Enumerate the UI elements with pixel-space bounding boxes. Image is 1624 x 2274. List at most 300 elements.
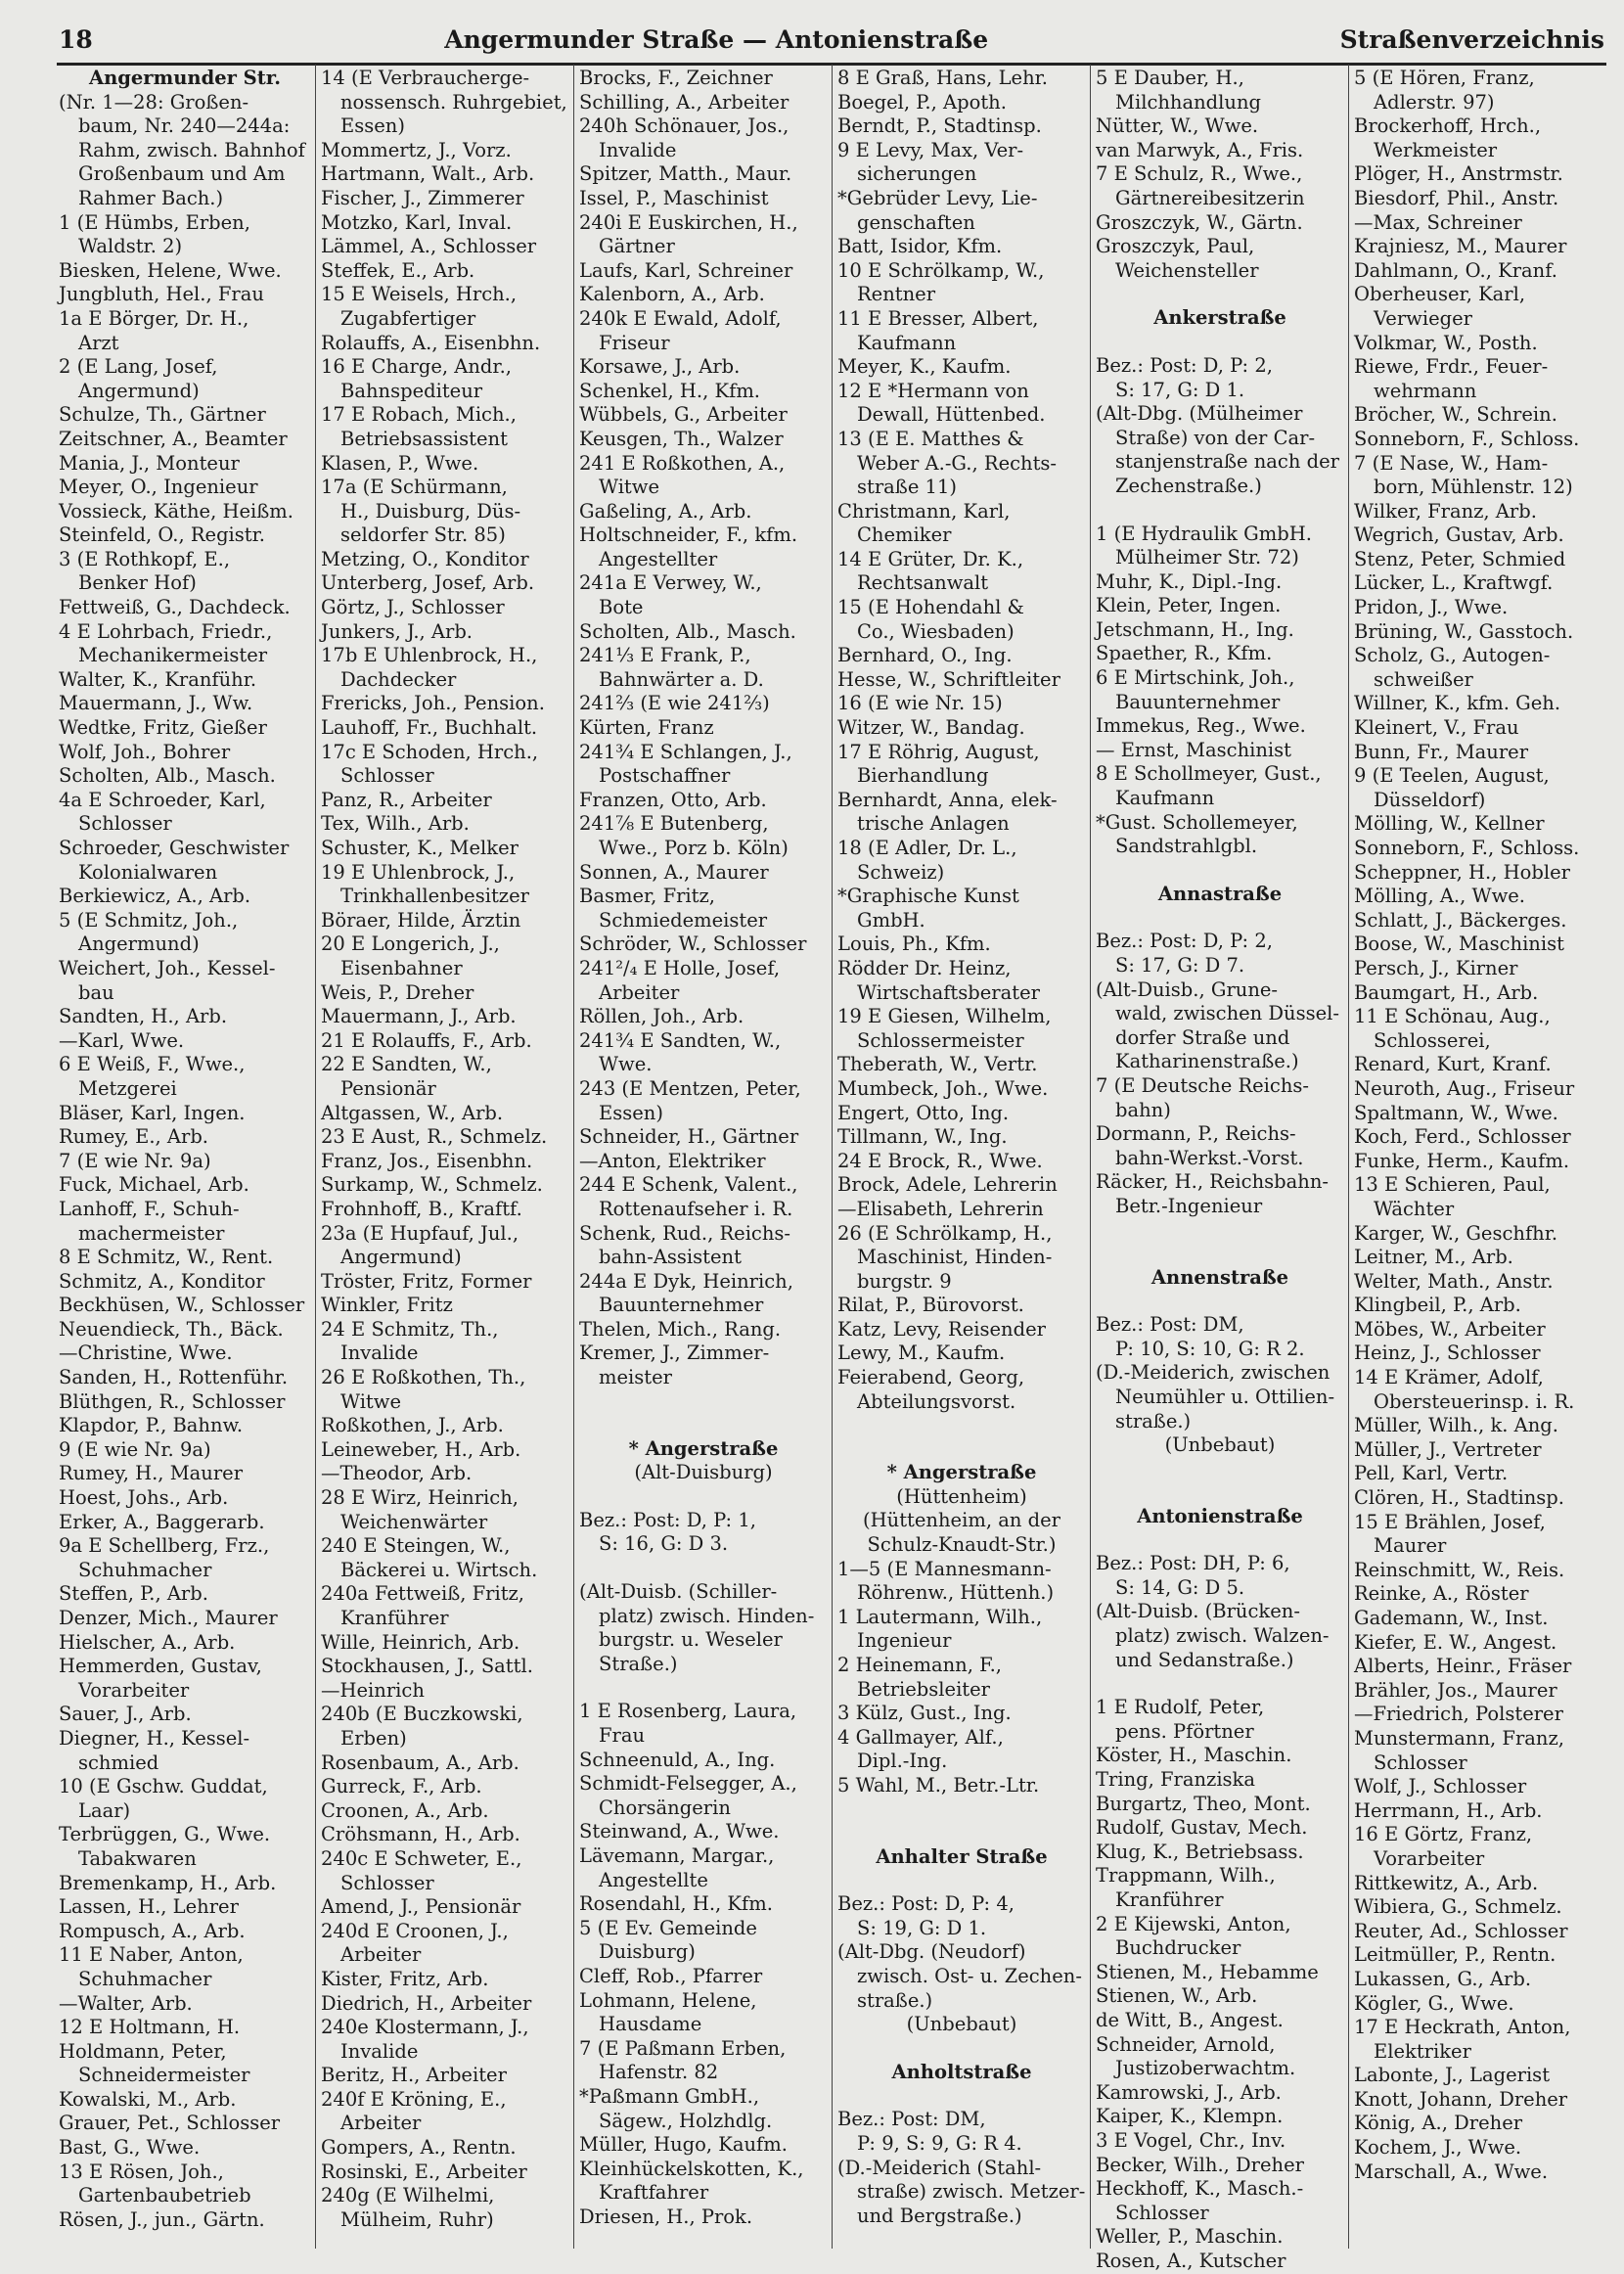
directory-line: 11 E Schönau, Aug., — [1354, 1005, 1551, 1028]
directory-line: Munstermann, Franz, — [1354, 1726, 1564, 1750]
directory-line: Arbeiter — [599, 980, 680, 1004]
directory-line: Witzer, W., Bandag. — [837, 716, 1025, 740]
directory-line: Schweiz) — [857, 860, 945, 884]
street-heading: Annastraße — [1157, 882, 1283, 905]
directory-line: Möbes, W., Arbeiter — [1354, 1317, 1546, 1341]
directory-line: meister — [599, 1366, 672, 1389]
directory-line: Angestellte — [599, 1868, 708, 1891]
directory-line: Gompers, A., Rentn. — [321, 2136, 517, 2160]
directory-line: 15 E Weisels, Hrch., — [321, 283, 518, 306]
directory-line: 8 E Schollmeyer, Gust., — [1096, 762, 1322, 786]
directory-line: 240c E Schweter, E., — [321, 1846, 522, 1870]
directory-line: Bunn, Fr., Maurer — [1354, 740, 1529, 763]
directory-line: Essen) — [599, 1101, 663, 1124]
directory-line: Schröder, W., Schlosser — [579, 932, 807, 956]
directory-line: Heckhoff, K., Masch.- — [1096, 2177, 1304, 2201]
directory-line: Plöger, H., Anstrmstr. — [1354, 162, 1563, 186]
directory-line: S: 17, G: D 1. — [1115, 378, 1245, 401]
directory-line: Co., Wiesbaden) — [857, 619, 1015, 643]
directory-line: 26 E Roßkothen, Th., — [321, 1366, 526, 1389]
directory-line: 4 E Lohrbach, Friedr., — [59, 619, 273, 643]
directory-line: straße.) — [1115, 1409, 1192, 1433]
directory-line: Hesse, W., Schriftleiter — [837, 667, 1060, 691]
street-heading: * Angerstraße — [628, 1436, 779, 1460]
directory-line: 16 E Charge, Andr., — [321, 355, 512, 379]
directory-line: Brocks, F., Zeichner — [579, 67, 773, 89]
directory-line: 244 E Schenk, Valent., — [579, 1173, 798, 1197]
directory-line: Theberath, W., Vertr. — [837, 1053, 1038, 1076]
directory-line: straße) zwisch. Metzer- — [857, 2180, 1086, 2204]
directory-line: Räcker, H., Reichsbahn- — [1096, 1170, 1329, 1194]
directory-line: Weichenwärter — [340, 1510, 488, 1533]
directory-line: Witwe — [340, 1389, 402, 1413]
spacer — [1096, 283, 1344, 306]
directory-line: Rittkewitz, A., Arb. — [1354, 1871, 1539, 1894]
directory-line: Koch, Ferd., Schlosser — [1354, 1125, 1571, 1149]
directory-line: Surkamp, W., Schmelz. — [321, 1173, 543, 1197]
directory-line: Kaufmann — [857, 331, 957, 354]
directory-line: Muhr, K., Dipl.-Ing. — [1096, 569, 1283, 593]
directory-line: Wächter — [1374, 1197, 1455, 1220]
directory-line: Schenk, Rud., Reichs- — [579, 1221, 791, 1245]
directory-line: Vorarbeiter — [1374, 1846, 1485, 1870]
directory-line: Meyer, K., Kaufm. — [837, 355, 1012, 379]
directory-line: (Alt-Duisb., Grune- — [1096, 978, 1279, 1001]
directory-line: Scholten, Alb., Masch. — [59, 764, 276, 788]
directory-line: Frohnhoff, B., Kraftf. — [321, 1197, 522, 1220]
directory-line: 5 (E Ev. Gemeinde — [579, 1916, 757, 1939]
directory-line: Klein, Peter, Ingen. — [1096, 594, 1282, 617]
directory-line: Steffek, E., Arb. — [321, 258, 475, 282]
directory-line: 16 E Görtz, Franz, — [1354, 1823, 1533, 1846]
directory-line: Schmidt-Felsegger, A., — [579, 1772, 797, 1796]
street-heading: Antonienstraße — [1137, 1504, 1303, 1527]
directory-line: 17b E Uhlenbrock, H., — [321, 644, 538, 667]
directory-line: 17 E Heckrath, Anton, — [1354, 2016, 1571, 2039]
directory-line: Schneidermeister — [78, 2064, 250, 2087]
spacer — [1096, 1290, 1344, 1313]
directory-line: 240a Fettweiß, Fritz, — [321, 1582, 525, 1606]
directory-line: Trappmann, Wilh., — [1096, 1864, 1276, 1887]
directory-line: Tex, Wilh., Arb. — [321, 812, 470, 836]
spacer — [837, 2037, 1086, 2061]
directory-line: Rilat, P., Bürovorst. — [837, 1294, 1024, 1317]
directory-line: Schulz-Knaudt-Str.) — [867, 1533, 1057, 1557]
directory-line: Zugabfertiger — [340, 306, 476, 330]
directory-line: Junkers, J., Arb. — [321, 619, 474, 643]
directory-line: 1 E Rosenberg, Laura, — [579, 1700, 797, 1723]
directory-line: —Anton, Elektriker — [579, 1149, 766, 1172]
directory-line: 1—5 (E Mannesmann- — [837, 1557, 1052, 1580]
directory-line: Schlossermeister — [857, 1028, 1024, 1052]
directory-line: Wegrich, Gustav, Arb. — [1354, 523, 1564, 547]
directory-line: Schneenuld, A., Ing. — [579, 1748, 776, 1771]
directory-line: Mölling, A., Wwe. — [1354, 885, 1526, 908]
directory-line: bau — [78, 980, 114, 1004]
directory-line: Rudolf, Gustav, Mech. — [1096, 1816, 1308, 1840]
directory-line: 17c E Schoden, Hrch., — [321, 740, 539, 763]
directory-line: Immekus, Reg., Wwe. — [1096, 714, 1306, 738]
directory-line: Panz, R., Arbeiter — [321, 788, 492, 811]
directory-line: Beritz, H., Arbeiter — [321, 2064, 507, 2087]
directory-line: (Unbebaut) — [906, 2013, 1017, 2036]
directory-line: 14 E Krämer, Adolf, — [1354, 1366, 1544, 1389]
directory-line: 241²/₄ E Holle, Josef, — [579, 956, 781, 979]
directory-line: 9 (E wie Nr. 9a) — [59, 1437, 211, 1461]
directory-line: Mölling, W., Kellner — [1354, 812, 1545, 836]
directory-line: Klapdor, P., Bahnw. — [59, 1414, 244, 1437]
directory-line: Renard, Kurt, Kranf. — [1354, 1053, 1552, 1076]
directory-line: König, A., Dreher — [1354, 2112, 1523, 2135]
directory-line: Bahnspediteur — [340, 379, 483, 402]
directory-line: Kamrowski, J., Arb. — [1096, 2080, 1282, 2104]
directory-line: Angestellter — [599, 547, 718, 570]
directory-line: Reinke, A., Röster — [1354, 1582, 1529, 1606]
directory-line: Feierabend, Georg, — [837, 1366, 1025, 1389]
directory-line: Klug, K., Betriebsass. — [1096, 1840, 1304, 1863]
directory-line: Reuter, Ad., Schlosser — [1354, 1919, 1568, 1942]
street-heading: * Angerstraße — [886, 1461, 1037, 1484]
directory-line: Rompusch, A., Arb. — [59, 1919, 246, 1942]
directory-line: 16 (E wie Nr. 15) — [837, 692, 1003, 715]
directory-line: Dahlmann, O., Kranf. — [1354, 258, 1557, 282]
directory-line: Schlosser — [340, 764, 434, 788]
directory-line: van Marwyk, A., Fris. — [1096, 138, 1304, 161]
directory-line: Driesen, H., Prok. — [579, 2205, 753, 2228]
directory-line: 240g (E Wilhelmi, — [321, 2184, 495, 2207]
spacer — [1096, 1672, 1344, 1696]
directory-line: Wolf, Joh., Bohrer — [59, 740, 231, 763]
directory-line: (Unbebaut) — [1164, 1433, 1276, 1457]
directory-line: 240k E Ewald, Adolf, — [579, 306, 782, 330]
directory-line: Chorsängerin — [599, 1796, 731, 1819]
directory-line: Bernhardt, Anna, elek- — [837, 788, 1058, 811]
directory-line: Katz, Levy, Reisender — [837, 1317, 1046, 1341]
directory-line: Basmer, Fritz, — [579, 885, 715, 908]
directory-line: (Alt-Duisb. (Schiller- — [579, 1580, 778, 1604]
directory-line: Maschinist, Hinden- — [857, 1246, 1053, 1269]
directory-line: Beckhüsen, W., Schlosser — [59, 1294, 305, 1317]
directory-line: Christmann, Karl, — [837, 499, 1011, 523]
directory-line: burgstr. 9 — [857, 1269, 952, 1293]
directory-line: 244a E Dyk, Heinrich, — [579, 1269, 793, 1293]
directory-line: Lukassen, G., Arb. — [1354, 1967, 1532, 1990]
directory-line: straße 11) — [857, 476, 957, 499]
directory-line: 13 (E E. Matthes & — [837, 427, 1024, 450]
directory-line: Bäckerei u. Wirtsch. — [340, 1558, 538, 1581]
directory-line: 4 Gallmayer, Alf., — [837, 1725, 1004, 1749]
directory-line: 23 E Aust, R., Schmelz. — [321, 1125, 548, 1149]
directory-line: 26 (E Schrölkamp, H., — [837, 1221, 1053, 1245]
directory-line: 9 (E Teelen, August, — [1354, 764, 1550, 788]
section-title: Straßenverzeichnis — [1339, 25, 1604, 54]
directory-line: 1 Lautermann, Wilh., — [837, 1605, 1043, 1628]
directory-line: GmbH. — [857, 908, 925, 932]
directory-line: Amend, J., Pensionär — [321, 1895, 521, 1919]
directory-line: Zechenstraße.) — [1115, 474, 1262, 497]
directory-line: Bez.: Post: D, P: 4, — [837, 1892, 1015, 1916]
directory-line: Kiefer, E. W., Angest. — [1354, 1630, 1557, 1654]
directory-line: Rumey, H., Maurer — [59, 1462, 244, 1485]
directory-line: Schlosserei, — [1374, 1028, 1491, 1052]
directory-line: Wedtke, Fritz, Gießer — [59, 716, 267, 740]
directory-line: Mommertz, J., Vorz. — [321, 138, 512, 161]
directory-line: Müller, Hugo, Kaufm. — [579, 2133, 788, 2157]
directory-line: 5 (E Hören, Franz, — [1354, 67, 1535, 89]
directory-line: Clören, H., Stadtinsp. — [1354, 1486, 1564, 1510]
directory-line: *Gust. Schollemeyer, — [1096, 810, 1298, 834]
directory-line: Heinz, J., Schlosser — [1354, 1342, 1541, 1365]
directory-line: Roßkothen, J., Arb. — [321, 1414, 504, 1437]
directory-line: Trinkhallenbesitzer — [340, 885, 529, 908]
directory-line: 5 Wahl, M., Betr.-Ltr. — [837, 1773, 1040, 1796]
columns-container — [57, 65, 1606, 2272]
directory-line: Arbeiter — [340, 1943, 422, 1967]
directory-line: Angermund) — [340, 1246, 462, 1269]
directory-line: Bauunternehmer — [1115, 690, 1281, 713]
directory-line: Weis, P., Dreher — [321, 980, 474, 1004]
directory-line: Groszczyk, W., Gärtn. — [1096, 210, 1303, 234]
column-1 — [57, 65, 315, 2249]
directory-line: dorfer Straße und — [1115, 1025, 1290, 1049]
directory-line: genschaften — [857, 210, 975, 234]
spacer — [837, 1414, 1086, 1461]
directory-line: —Theodor, Arb. — [321, 1462, 473, 1485]
directory-line: Witwe — [599, 476, 660, 499]
directory-line: Bahnwärter a. D. — [599, 667, 764, 691]
spacer — [837, 1798, 1086, 1845]
directory-line: Kleinert, V., Frau — [1354, 716, 1519, 740]
directory-line: (Alt-Duisb. (Brücken- — [1096, 1600, 1300, 1623]
directory-line: 15 (E Hohendahl & — [837, 596, 1024, 619]
directory-line: Krajniesz, M., Maurer — [1354, 235, 1567, 258]
directory-line: 21 E Rolauffs, F., Arb. — [321, 1028, 532, 1052]
directory-line: 241 E Roßkothen, A., — [579, 451, 786, 475]
column-6 — [1348, 65, 1606, 2249]
directory-line: Keusgen, Th., Walzer — [579, 427, 784, 450]
directory-line: seldorfer Str. 85) — [340, 523, 506, 547]
directory-line: Gärtner — [599, 235, 675, 258]
directory-line: sicherungen — [857, 162, 977, 186]
directory-line: Rosen, A., Kutscher — [1096, 2249, 1286, 2272]
directory-line: Boose, W., Maschinist — [1354, 932, 1564, 956]
spacer — [1096, 859, 1344, 883]
directory-line: Cleff, Rob., Pfarrer — [579, 1964, 763, 1987]
directory-line: Lücker, L., Kraftwgf. — [1354, 571, 1554, 595]
spacer — [1096, 499, 1344, 523]
directory-line: Düsseldorf) — [1374, 788, 1486, 811]
directory-line: 7 E Schulz, R., Wwe., — [1096, 162, 1303, 186]
directory-line: 17 E Röhrig, August, — [837, 740, 1040, 763]
directory-line: 4a E Schroeder, Karl, — [59, 788, 266, 811]
directory-line: wald, zwischen Düssel- — [1115, 1002, 1339, 1025]
directory-line: Stockhausen, J., Sattl. — [321, 1655, 533, 1678]
directory-line: Verwieger — [1374, 306, 1472, 330]
directory-line: —Karl, Wwe. — [59, 1028, 185, 1052]
directory-line: Denzer, Mich., Maurer — [59, 1607, 278, 1629]
directory-line: Mechanikermeister — [78, 644, 268, 667]
directory-line: Franzen, Otto, Arb. — [579, 788, 767, 811]
directory-line: 12 E Holtmann, H. — [59, 2016, 241, 2039]
directory-line: Leitner, M., Arb. — [1354, 1246, 1513, 1269]
directory-line: Schuhmacher — [78, 1967, 212, 1990]
directory-line: Herrmann, H., Arb. — [1354, 1798, 1543, 1822]
directory-line: Kleinhückelskotten, K., — [579, 2157, 804, 2180]
directory-line: Lävemann, Margar., — [579, 1843, 775, 1867]
running-title: Angermunder Straße — Antonienstraße — [444, 25, 989, 54]
directory-line: Görtz, J., Schlosser — [321, 596, 505, 619]
directory-line: Steinwand, A., Wwe. — [579, 1820, 780, 1843]
directory-line: (Alt-Dbg. (Mülheimer — [1096, 402, 1303, 426]
directory-line: und Sedanstraße.) — [1115, 1648, 1294, 1671]
directory-line: Kranführer — [1115, 1888, 1224, 1911]
directory-line: Knott, Johann, Dreher — [1354, 2087, 1568, 2111]
directory-line: 240b (E Buczkowski, — [321, 1703, 523, 1726]
directory-line: Tabakwaren — [78, 1846, 197, 1870]
directory-line: Dewall, Hüttenbed. — [857, 403, 1046, 427]
directory-line: Hartmann, Walt., Arb. — [321, 162, 535, 186]
directory-line: 5 (E Schmitz, Joh., — [59, 908, 239, 932]
directory-line: *Paßmann GmbH., — [579, 2084, 760, 2108]
directory-line: Kochem, J., Wwe. — [1354, 2136, 1522, 2160]
directory-line: 23a (E Hupfauf, Jul., — [321, 1221, 519, 1245]
directory-line: *Gebrüder Levy, Lie- — [837, 186, 1038, 209]
directory-line: 18 (E Adler, Dr. L., — [837, 837, 1017, 859]
directory-line: Wübbels, G., Arbeiter — [579, 403, 788, 427]
directory-line: Lohmann, Helene, — [579, 1988, 757, 2012]
directory-line: Rosinski, E., Arbeiter — [321, 2160, 527, 2183]
directory-line: Katharinenstraße.) — [1115, 1050, 1299, 1073]
directory-line: H., Duisburg, Düs- — [340, 499, 521, 523]
directory-line: Dipl.-Ing. — [857, 1750, 948, 1773]
directory-line: trische Anlagen — [857, 812, 1010, 836]
directory-line: (D.-Meiderich, zwischen — [1096, 1361, 1331, 1385]
directory-line: Chemiker — [857, 523, 952, 547]
directory-line: —Heinrich — [321, 1678, 425, 1702]
directory-line: Müller, J., Vertreter — [1354, 1437, 1542, 1461]
directory-line: pens. Pförtner — [1115, 1719, 1254, 1743]
directory-line: Werkmeister — [1374, 138, 1498, 161]
directory-line: Mania, J., Monteur — [59, 451, 240, 475]
directory-line: Essen) — [340, 114, 405, 138]
directory-line: Friseur — [599, 331, 670, 354]
directory-line: Bierhandlung — [857, 764, 989, 788]
directory-line: 6 E Mirtschink, Joh., — [1096, 666, 1295, 690]
directory-line: 2 E Kijewski, Anton, — [1096, 1912, 1291, 1935]
directory-line: Hafenstr. 82 — [599, 2061, 719, 2084]
directory-line: Röhrenw., Hüttenh.) — [857, 1581, 1055, 1605]
directory-line: Rechtsanwalt — [857, 571, 989, 595]
directory-line: Kolonialwaren — [78, 860, 218, 884]
directory-line: Berndt, P., Stadtinsp. — [837, 114, 1042, 138]
directory-line: P: 9, S: 9, G: R 4. — [857, 2131, 1022, 2155]
spacer — [837, 2084, 1086, 2108]
directory-line: Scholz, G., Autogen- — [1354, 644, 1551, 667]
directory-line: Alberts, Heinr., Fräser — [1354, 1655, 1572, 1678]
directory-line: zwisch. Ost- u. Zechen- — [857, 1964, 1082, 1987]
directory-line: Waldstr. 2) — [78, 235, 183, 258]
directory-line: Wwe. — [599, 1053, 653, 1076]
directory-line: Klingbeil, P., Arb. — [1354, 1294, 1521, 1317]
spacer — [1096, 906, 1344, 930]
directory-line: (Alt-Duisburg) — [634, 1461, 773, 1484]
directory-line: Schuhmacher — [78, 1558, 212, 1581]
directory-line: Marschall, A., Wwe. — [1354, 2160, 1549, 2183]
directory-line: 8 E Schmitz, W., Rent. — [59, 1246, 274, 1269]
page-number: 18 — [59, 25, 93, 54]
directory-line: (Alt-Dbg. (Neudorf) — [837, 1940, 1026, 1964]
directory-line: Bernhard, O., Ing. — [837, 644, 1013, 667]
directory-line: Weichert, Joh., Kessel- — [59, 956, 276, 979]
directory-line: 24 E Brock, R., Wwe. — [837, 1149, 1043, 1172]
directory-line: Bez.: Post: D, P: 2, — [1096, 930, 1273, 953]
directory-line: 15 E Brählen, Josef, — [1354, 1510, 1546, 1533]
directory-line: Wirtschaftsberater — [857, 980, 1040, 1004]
directory-line: 9a E Schellberg, Frz., — [59, 1534, 270, 1558]
directory-line: 241¾ E Schlangen, J., — [579, 740, 792, 763]
directory-line: Kaufmann — [1115, 787, 1215, 810]
directory-line: Oberheuser, Karl, — [1354, 283, 1526, 306]
directory-line: 14 (E Verbraucherge- — [321, 67, 530, 89]
directory-line: Angermund) — [78, 379, 200, 402]
directory-line: Sandstrahlgbl. — [1115, 835, 1258, 858]
directory-line: Lanhoff, F., Schuh- — [59, 1197, 240, 1220]
directory-line: Walter, K., Kranführ. — [59, 667, 257, 691]
directory-line: de Witt, B., Angest. — [1096, 2008, 1284, 2031]
directory-line: schmied — [78, 1751, 159, 1774]
directory-line: Invalide — [340, 2039, 419, 2063]
directory-line: 241¾ E Sandten, W., — [579, 1028, 782, 1052]
directory-line: S: 17, G: D 7. — [1115, 954, 1245, 977]
directory-line: Betr.-Ingenieur — [1115, 1194, 1263, 1217]
directory-line: Jetschmann, H., Ing. — [1096, 617, 1294, 641]
directory-line: Kürten, Franz — [579, 716, 714, 740]
directory-line: und Bergstraße.) — [857, 2204, 1022, 2227]
directory-line: Kowalski, M., Arb. — [59, 2087, 237, 2111]
directory-line: Croonen, A., Arb. — [321, 1798, 489, 1822]
directory-line: Altgassen, W., Arb. — [321, 1101, 504, 1124]
directory-line: Wwe., Porz b. Köln) — [599, 837, 789, 859]
directory-line: Rentner — [857, 283, 936, 306]
directory-line: 241⅞ E Butenberg, — [579, 812, 769, 836]
directory-line: —Elisabeth, Lehrerin — [837, 1197, 1044, 1220]
directory-line: 17 E Robach, Mich., — [321, 403, 517, 427]
directory-line: Mülheimer Str. 72) — [1115, 546, 1299, 569]
directory-line: Maurer — [1374, 1534, 1447, 1558]
directory-line: Thelen, Mich., Rang. — [579, 1317, 782, 1341]
directory-line: Weller, P., Maschin. — [1096, 2225, 1284, 2249]
directory-line: Pell, Karl, Vertr. — [1354, 1462, 1509, 1485]
directory-line: 3 Külz, Gust., Ing. — [837, 1702, 1012, 1725]
directory-line: Laar) — [78, 1798, 131, 1822]
directory-line: Kister, Fritz, Arb. — [321, 1967, 489, 1990]
directory-line: Betriebsleiter — [857, 1677, 991, 1701]
directory-line: Kraftfahrer — [599, 2181, 709, 2205]
spacer — [1096, 1528, 1344, 1552]
directory-line: 240i E Euskirchen, H., — [579, 210, 798, 234]
directory-line: Schmiedemeister — [599, 908, 768, 932]
directory-line: nossensch. Ruhrgebiet, — [340, 90, 567, 114]
directory-line: machermeister — [78, 1221, 225, 1245]
directory-line: Invalide — [599, 138, 677, 161]
directory-line: Schlosser — [340, 1871, 434, 1894]
directory-line: Bez.: Post: DH, P: 6, — [1096, 1552, 1290, 1575]
directory-line: Karger, W., Geschfhr. — [1354, 1221, 1558, 1245]
directory-line: Funke, Herm., Kaufm. — [1354, 1149, 1570, 1172]
directory-line: Lauhoff, Fr., Buchhalt. — [321, 716, 538, 740]
directory-line: 17a (E Schürmann, — [321, 476, 508, 499]
directory-line: Meyer, O., Ingenieur — [59, 476, 258, 499]
